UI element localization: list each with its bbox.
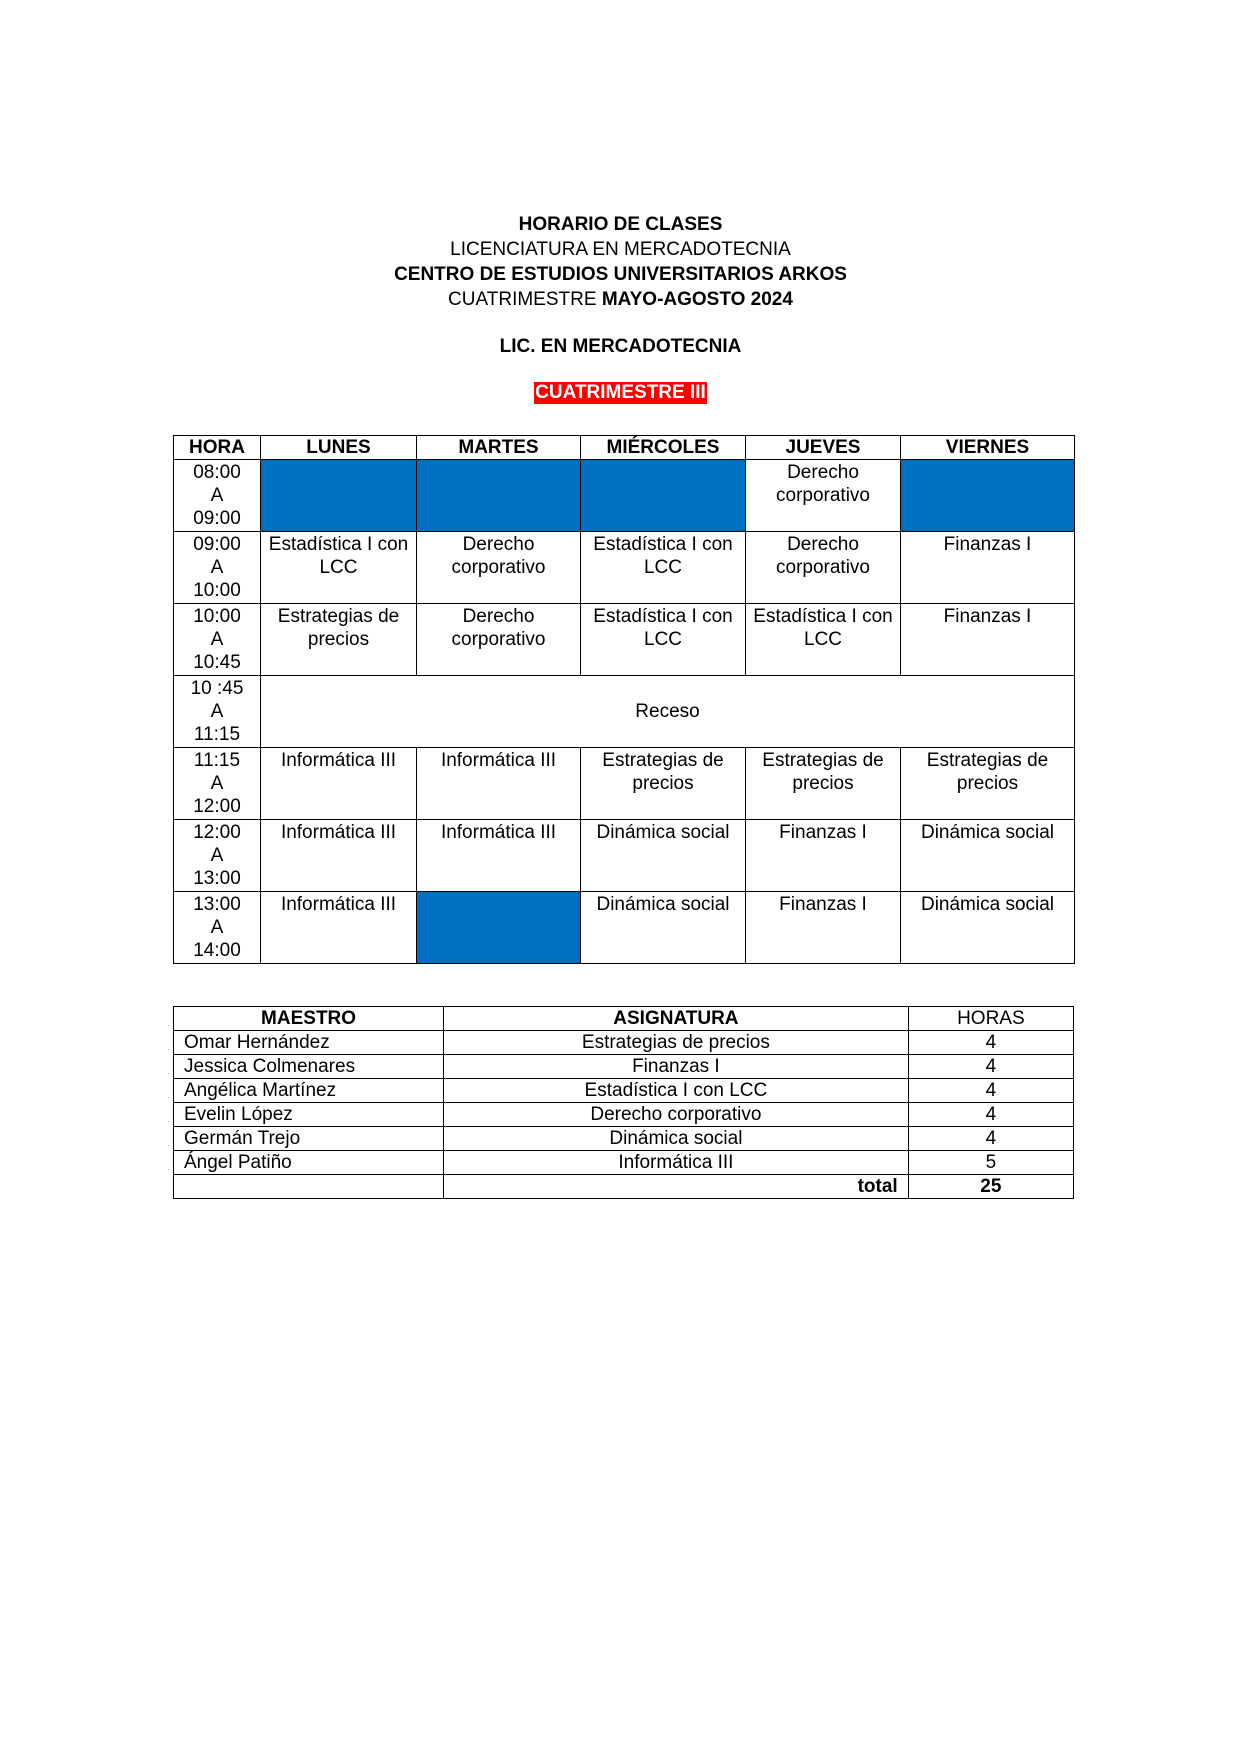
schedule-row [174, 676, 1075, 748]
teacher-name: Omar Hernández [174, 1031, 444, 1055]
time-slot-line: A [210, 917, 224, 938]
period-value: MAYO-AGOSTO 2024 [601, 289, 793, 310]
empty-cell [174, 1175, 444, 1199]
subject-name: Estadística I con LCC [444, 1079, 909, 1103]
time-slot-line: 13:00 [193, 894, 241, 915]
hours-value: 4 [908, 1079, 1073, 1103]
class-cell: Dinámica social [901, 892, 1075, 964]
class-cell: Derecho corporativo [746, 460, 901, 532]
teachers-header-row [174, 1007, 1074, 1031]
subject-name: Finanzas I [444, 1055, 909, 1079]
col-header-2: MARTES [417, 436, 581, 460]
time-slot-line: A [210, 773, 224, 794]
class-cell: Derecho corporativo [746, 532, 901, 604]
class-cell: Informática III [261, 820, 417, 892]
subject-name: Derecho corporativo [444, 1103, 909, 1127]
time-slot-line: 11:15 [193, 724, 241, 745]
period-line [0, 287, 1241, 312]
class-cell: Estrategias de precios [746, 748, 901, 820]
blocked-slot [581, 460, 746, 532]
class-cell: Dinámica social [581, 820, 746, 892]
teacher-row [174, 1127, 1074, 1151]
teacher-row [174, 1031, 1074, 1055]
col-header-5: VIERNES [901, 436, 1075, 460]
teachers-table [173, 1006, 1074, 1199]
class-cell: Estrategias de precios [261, 604, 417, 676]
blocked-slot [901, 460, 1075, 532]
time-slot-line: A [210, 845, 224, 866]
schedule-header-row [174, 436, 1075, 460]
schedule-row [174, 532, 1075, 604]
schedule-row [174, 748, 1075, 820]
class-cell: Estadística I con LCC [581, 532, 746, 604]
schedule-row [174, 604, 1075, 676]
class-cell: Informática III [261, 748, 417, 820]
time-slot-cell [174, 676, 261, 748]
time-slot-line: A [210, 557, 224, 578]
teacher-name: Angélica Martínez [174, 1079, 444, 1103]
schedule-table [173, 435, 1075, 964]
hours-value: 5 [908, 1151, 1073, 1175]
teacher-name: Evelin López [174, 1103, 444, 1127]
document-header [0, 212, 1241, 405]
schedule-row [174, 820, 1075, 892]
hours-value: 4 [908, 1127, 1073, 1151]
col-header-1: LUNES [261, 436, 417, 460]
class-cell: Finanzas I [746, 820, 901, 892]
program-name: LICENCIATURA EN MERCADOTECNIA [450, 239, 791, 260]
class-cell: Informática III [261, 892, 417, 964]
subject-name: Informática III [444, 1151, 909, 1175]
col-header-0: HORA [174, 436, 261, 460]
schedule-row [174, 460, 1075, 532]
document-title: HORARIO DE CLASES [518, 214, 723, 235]
col-header-asignatura: ASIGNATURA [444, 1007, 909, 1031]
blocked-slot [261, 460, 417, 532]
time-slot-line: 14:00 [193, 940, 241, 961]
time-slot-cell [174, 604, 261, 676]
class-cell: Finanzas I [746, 892, 901, 964]
class-cell: Dinámica social [581, 892, 746, 964]
teacher-row [174, 1079, 1074, 1103]
class-cell: Estadística I con LCC [261, 532, 417, 604]
class-cell: Estrategias de precios [901, 748, 1075, 820]
teacher-name: Germán Trejo [174, 1127, 444, 1151]
time-slot-line: 10:00 [193, 606, 241, 627]
time-slot-cell [174, 748, 261, 820]
time-slot-line: 08:00 [193, 462, 241, 483]
class-cell: Derecho corporativo [417, 532, 581, 604]
hours-value: 4 [908, 1055, 1073, 1079]
col-header-maestro: MAESTRO [174, 1007, 444, 1031]
col-header-horas: HORAS [908, 1007, 1073, 1031]
class-cell: Finanzas I [901, 532, 1075, 604]
hours-value: 4 [908, 1103, 1073, 1127]
subject-name: Dinámica social [444, 1127, 909, 1151]
time-slot-line: 10:45 [193, 652, 241, 673]
time-slot-line: 12:00 [193, 822, 241, 843]
teacher-name: Ángel Patiño [174, 1151, 444, 1175]
hours-value: 4 [908, 1031, 1073, 1055]
class-cell: Derecho corporativo [417, 604, 581, 676]
class-cell: Estadística I con LCC [581, 604, 746, 676]
program-subtitle: LIC. EN MERCADOTECNIA [499, 336, 742, 357]
total-row [174, 1175, 1074, 1199]
schedule-row [174, 892, 1075, 964]
term-badge: CUATRIMESTRE III [535, 382, 706, 403]
class-cell: Finanzas I [901, 604, 1075, 676]
teacher-row [174, 1103, 1074, 1127]
time-slot-cell [174, 460, 261, 532]
time-slot-cell [174, 532, 261, 604]
time-slot-cell [174, 892, 261, 964]
col-header-4: JUEVES [746, 436, 901, 460]
period-prefix: CUATRIMESTRE [448, 289, 602, 310]
col-header-3: MIÉRCOLES [581, 436, 746, 460]
break-cell: Receso [261, 676, 1075, 748]
total-label: total [444, 1175, 909, 1199]
time-slot-line: A [210, 485, 224, 506]
class-cell: Informática III [417, 820, 581, 892]
time-slot-cell [174, 820, 261, 892]
class-cell: Estrategias de precios [581, 748, 746, 820]
time-slot-line: 13:00 [193, 868, 241, 889]
teacher-name: Jessica Colmenares [174, 1055, 444, 1079]
class-cell: Informática III [417, 748, 581, 820]
time-slot-line: 09:00 [193, 508, 241, 529]
time-slot-line: 12:00 [193, 796, 241, 817]
time-slot-line: A [210, 701, 224, 722]
blocked-slot [417, 460, 581, 532]
teacher-row [174, 1055, 1074, 1079]
time-slot-line: 09:00 [193, 534, 241, 555]
teacher-row [174, 1151, 1074, 1175]
time-slot-line: 11:15 [193, 750, 241, 771]
subject-name: Estrategias de precios [444, 1031, 909, 1055]
institution-name: CENTRO DE ESTUDIOS UNIVERSITARIOS ARKOS [394, 264, 847, 285]
time-slot-line: 10 :45 [190, 678, 244, 699]
class-cell: Estadística I con LCC [746, 604, 901, 676]
class-cell: Dinámica social [901, 820, 1075, 892]
total-value: 25 [908, 1175, 1073, 1199]
blocked-slot [417, 892, 581, 964]
time-slot-line: 10:00 [193, 580, 241, 601]
time-slot-line: A [210, 629, 224, 650]
